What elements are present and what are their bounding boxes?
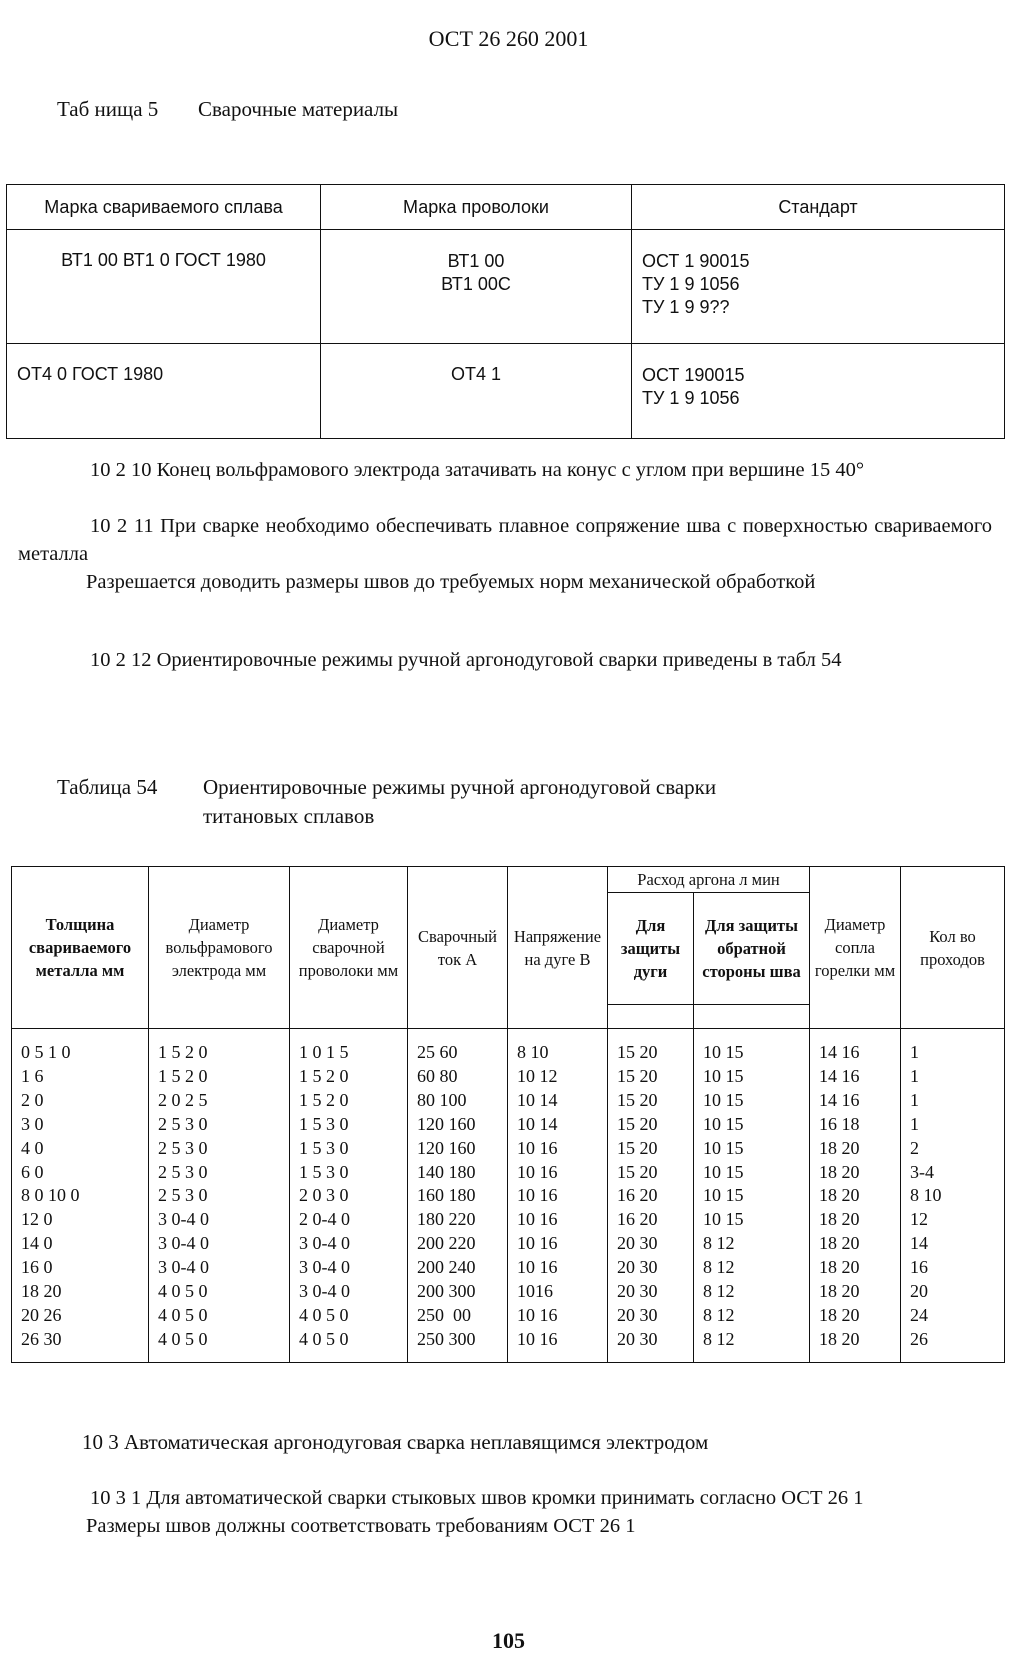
welding-modes-table: [11, 866, 1005, 1363]
table-cell-value: 2 5 3 0: [158, 1137, 208, 1158]
paragraph-10-2-12: [18, 646, 992, 674]
table-cell-value: 1: [910, 1065, 920, 1086]
table-cell-value: 18 20: [819, 1185, 860, 1206]
table-cell-value: 14 16: [819, 1065, 860, 1086]
table-cell-value: 18 20: [819, 1257, 860, 1278]
table-cell-value: 3 0-4 0: [158, 1257, 209, 1278]
wire-column: [290, 1029, 408, 1363]
paragraph-10-2-11: [18, 512, 992, 596]
thickness-column: [12, 1029, 149, 1363]
table-cell-value: 10 16: [517, 1233, 558, 1254]
table-cell-value: 1 5 2 0: [158, 1065, 208, 1086]
alloy-cell: ОТ4 0 ГОСТ 1980: [7, 344, 321, 439]
table-cell-value: 200 220: [417, 1233, 476, 1254]
standard-line: ТУ 1 9 1056: [642, 274, 740, 294]
alloy-cell: ВТ1 00 ВТ1 0 ГОСТ 1980: [7, 230, 321, 344]
table-cell-value: 10 16: [517, 1137, 558, 1158]
table-cell-value: 3 0-4 0: [158, 1209, 209, 1230]
table-cell-value: 3 0: [21, 1113, 44, 1134]
table-cell-value: 14 0: [21, 1233, 53, 1254]
paragraph-text: 10 2 11 При сварке необходимо обеспечивать плавное сопряжение шва с поверхностью свариваемого металла: [18, 515, 992, 565]
table-cell-value: 18 20: [819, 1161, 860, 1182]
table-cell-value: 18 20: [819, 1209, 860, 1230]
table-cell-value: 18 20: [819, 1233, 860, 1254]
table-cell-value: 10 16: [517, 1161, 558, 1182]
welding-materials-table: [6, 184, 1005, 439]
table-cell-value: 8 0 10 0: [21, 1185, 80, 1206]
table-cell-value: 18 20: [819, 1281, 860, 1302]
table-cell-value: 2 0-4 0: [299, 1209, 350, 1230]
table-cell-value: 10 15: [703, 1209, 744, 1230]
standard-line: ОСТ 1 90015: [642, 251, 750, 271]
table-cell-value: 10 15: [703, 1161, 744, 1182]
table-cell-value: 1: [910, 1042, 920, 1062]
table-cell-value: 3 0-4 0: [299, 1257, 350, 1278]
table-cell-value: 1: [910, 1089, 920, 1110]
table-cell-value: 20 26: [21, 1304, 62, 1325]
table-cell-value: 2 0: [21, 1089, 44, 1110]
table-cell-value: 20 30: [617, 1281, 658, 1302]
table-cell-value: 10 16: [517, 1185, 558, 1206]
table-cell-value: 8 12: [703, 1304, 735, 1325]
table-cell-value: 3 0-4 0: [158, 1233, 209, 1254]
table-cell-value: 15 20: [617, 1161, 658, 1182]
table-cell-value: 1 6: [21, 1065, 44, 1086]
table-cell-value: 0 5 1 0: [21, 1042, 71, 1062]
section-title: 10 3 Автоматическая аргонодуговая сварка неплавящимся электродом: [82, 1430, 709, 1454]
col-header-standard: Стандарт: [632, 185, 1005, 230]
table-cell-value: 10 14: [517, 1113, 558, 1134]
header-nozzle: Диаметр сопла горелки мм: [810, 867, 901, 1029]
paragraph-text: 10 3 1 Для автоматической сварки стыковых швов кромки принимать согласно ОСТ 26 1: [90, 1487, 864, 1509]
current-column: [408, 1029, 508, 1363]
section-10-3-title: [18, 1428, 992, 1456]
table-cell-value: 14: [910, 1233, 929, 1254]
header-spacer: [608, 1005, 694, 1029]
header-argon-arc: Для защиты дуги: [608, 893, 694, 1005]
argon-back-column: [694, 1029, 810, 1363]
table-cell-value: 10 15: [703, 1137, 744, 1158]
nozzle-column: [810, 1029, 901, 1363]
paragraph-text: 10 2 12 Ориентировочные режимы ручной аргонодуговой сварки приведены в табл 54: [90, 649, 842, 671]
table-cell-value: 18 20: [819, 1304, 860, 1325]
table-cell-value: 14 16: [819, 1089, 860, 1110]
standard-line: ТУ 1 9 9??: [642, 297, 730, 317]
table-cell-value: 160 180: [417, 1185, 476, 1206]
page-number: 105: [492, 1628, 525, 1653]
table54-caption-label: Таблица 54: [57, 775, 158, 799]
table-cell-value: 25 60: [417, 1042, 458, 1062]
standard-line: ОСТ 190015: [642, 365, 745, 385]
header-tungsten-diameter: Диаметр вольфрамового электрода мм: [149, 867, 290, 1029]
table-cell-value: 10 15: [703, 1113, 744, 1134]
table-cell-value: 200 300: [417, 1281, 476, 1302]
wire-line: ОТ4 1: [450, 364, 502, 384]
table-cell-value: 120 160: [417, 1137, 476, 1158]
table-row: [7, 230, 1005, 344]
table-cell-value: 2 0 3 0: [299, 1185, 349, 1206]
header-passes: Кол во проходов: [901, 867, 1005, 1029]
table-cell-value: 12: [910, 1209, 929, 1230]
col-header-wire: Марка проволоки: [321, 185, 632, 230]
table-cell-value: 1016: [517, 1281, 553, 1302]
table-cell-value: 20 30: [617, 1233, 658, 1254]
standard-line: ТУ 1 9 1056: [642, 388, 740, 408]
table-cell-value: 80 100: [417, 1089, 467, 1110]
table-cell-value: 10 16: [517, 1304, 558, 1325]
paragraph-10-3-1: [18, 1484, 992, 1540]
table-cell-value: 200 240: [417, 1257, 476, 1278]
table-cell-value: 26: [910, 1328, 929, 1349]
table-cell-value: 10 16: [517, 1257, 558, 1278]
table-cell-value: 250 00: [417, 1304, 471, 1325]
header-thickness: Толщина свариваемого металла мм: [12, 867, 149, 1029]
standard-cell: [632, 344, 1005, 439]
table-cell-value: 15 20: [617, 1042, 658, 1062]
table-cell-value: 4 0 5 0: [299, 1304, 349, 1325]
table-cell-value: 10 12: [517, 1065, 558, 1086]
wire-cell: [321, 344, 632, 439]
table-cell-value: 4 0 5 0: [299, 1328, 349, 1349]
table-cell-value: 16 18: [819, 1113, 860, 1134]
header-current: Сварочный ток А: [408, 867, 508, 1029]
table-cell-value: 1 5 3 0: [299, 1113, 349, 1134]
table-cell-value: 3 0-4 0: [299, 1281, 350, 1302]
table-cell-value: 26 30: [21, 1328, 62, 1349]
table-cell-value: 2 5 3 0: [158, 1113, 208, 1134]
wire-line: ВТ1 00: [447, 251, 505, 271]
table-cell-value: 4 0 5 0: [158, 1328, 208, 1349]
table-cell-value: 18 20: [819, 1328, 860, 1349]
table-cell-value: 1 0 1 5: [299, 1042, 349, 1062]
header-spacer: [694, 1005, 810, 1029]
table-cell-value: 20 30: [617, 1328, 658, 1349]
table-cell-value: 15 20: [617, 1089, 658, 1110]
table-cell-value: 15 20: [617, 1113, 658, 1134]
table-cell-value: 8 12: [703, 1257, 735, 1278]
table-cell-value: 10 15: [703, 1185, 744, 1206]
table-cell-value: 3 0-4 0: [299, 1233, 350, 1254]
header-argon-group: Расход аргона л мин: [608, 867, 810, 893]
table-cell-value: 2 5 3 0: [158, 1161, 208, 1182]
table-cell-value: 1 5 3 0: [299, 1137, 349, 1158]
wire-line: ВТ1 00С: [441, 274, 511, 294]
table-cell-value: 1 5 2 0: [158, 1042, 208, 1062]
table-cell-value: 16 20: [617, 1209, 658, 1230]
table-cell-value: 8 10: [910, 1185, 942, 1206]
table-cell-value: 16 0: [21, 1257, 53, 1278]
table-cell-value: 120 160: [417, 1113, 476, 1134]
table-cell-value: 180 220: [417, 1209, 476, 1230]
table-cell-value: 10 14: [517, 1089, 558, 1110]
table-cell-value: 20 30: [617, 1304, 658, 1325]
table-cell-value: 8 10: [517, 1042, 549, 1062]
table-cell-value: 4 0: [21, 1137, 44, 1158]
page-header: ОСТ 26 260 2001: [428, 26, 589, 51]
table-cell-value: 8 12: [703, 1233, 735, 1254]
tungsten-column: [149, 1029, 290, 1363]
table-cell-value: 2: [910, 1137, 920, 1158]
table-cell-value: 24: [910, 1304, 929, 1325]
table53-caption-label: Таб нища 5: [57, 97, 159, 121]
table-cell-value: 12 0: [21, 1209, 53, 1230]
table-cell-value: 2 0 2 5: [158, 1089, 208, 1110]
table-cell-value: 10 15: [703, 1089, 744, 1110]
paragraph-text: Размеры швов должны соответствовать требованиям ОСТ 26 1: [86, 1515, 636, 1537]
table-cell-value: 1 5 2 0: [299, 1089, 349, 1110]
voltage-column: [508, 1029, 608, 1363]
passes-column: [901, 1029, 1005, 1363]
table-cell-value: 10 15: [703, 1042, 744, 1062]
table-cell-value: 4 0 5 0: [158, 1304, 208, 1325]
table-cell-value: 10 15: [703, 1065, 744, 1086]
table54-caption-title-line1: Ориентировочные режимы ручной аргонодуговой сварки: [203, 775, 717, 799]
table-cell-value: 2 5 3 0: [158, 1185, 208, 1206]
table-cell-value: 8 12: [703, 1281, 735, 1302]
data-block: [12, 1029, 1005, 1363]
header-voltage: Напряжение на дуге В: [508, 867, 608, 1029]
table-cell-value: 20: [910, 1281, 929, 1302]
table-row: [7, 344, 1005, 439]
table-cell-value: 1 5 2 0: [299, 1065, 349, 1086]
table-cell-value: 250 300: [417, 1328, 476, 1349]
table-cell-value: 14 16: [819, 1042, 860, 1062]
table-cell-value: 18 20: [819, 1137, 860, 1158]
table-cell-value: 1: [910, 1113, 920, 1134]
table-cell-value: 140 180: [417, 1161, 476, 1182]
header-argon-back: Для защиты обратной стороны шва: [694, 893, 810, 1005]
table-cell-value: 20 30: [617, 1257, 658, 1278]
paragraph-text: 10 2 10 Конец вольфрамового электрода затачивать на конус с углом при вершине 15 40°: [90, 459, 865, 481]
table-cell-value: 4 0 5 0: [158, 1281, 208, 1302]
header-wire-diameter: Диаметр сварочной проволоки мм: [290, 867, 408, 1029]
paragraph-text: Разрешается доводить размеры швов до требуемых норм механической обработкой: [86, 571, 816, 593]
table-cell-value: 10 16: [517, 1209, 558, 1230]
wire-cell: [321, 230, 632, 344]
table-cell-value: 15 20: [617, 1137, 658, 1158]
table-cell-value: 15 20: [617, 1065, 658, 1086]
table-cell-value: 18 20: [21, 1281, 62, 1302]
table53-caption-title: Сварочные материалы: [198, 97, 399, 121]
standard-cell: [632, 230, 1005, 344]
table-cell-value: 6 0: [21, 1161, 44, 1182]
table-cell-value: 60 80: [417, 1065, 458, 1086]
col-header-alloy: Марка свариваемого сплава: [7, 185, 321, 230]
table-cell-value: 3-4: [910, 1161, 935, 1182]
table-cell-value: 8 12: [703, 1328, 735, 1349]
table-cell-value: 10 16: [517, 1328, 558, 1349]
paragraph-10-2-10: [18, 456, 992, 484]
argon-arc-column: [608, 1029, 694, 1363]
table-cell-value: 1 5 3 0: [299, 1161, 349, 1182]
table-cell-value: 16: [910, 1257, 929, 1278]
table54-caption-title-line2: титановых сплавов: [203, 804, 375, 828]
table-cell-value: 16 20: [617, 1185, 658, 1206]
